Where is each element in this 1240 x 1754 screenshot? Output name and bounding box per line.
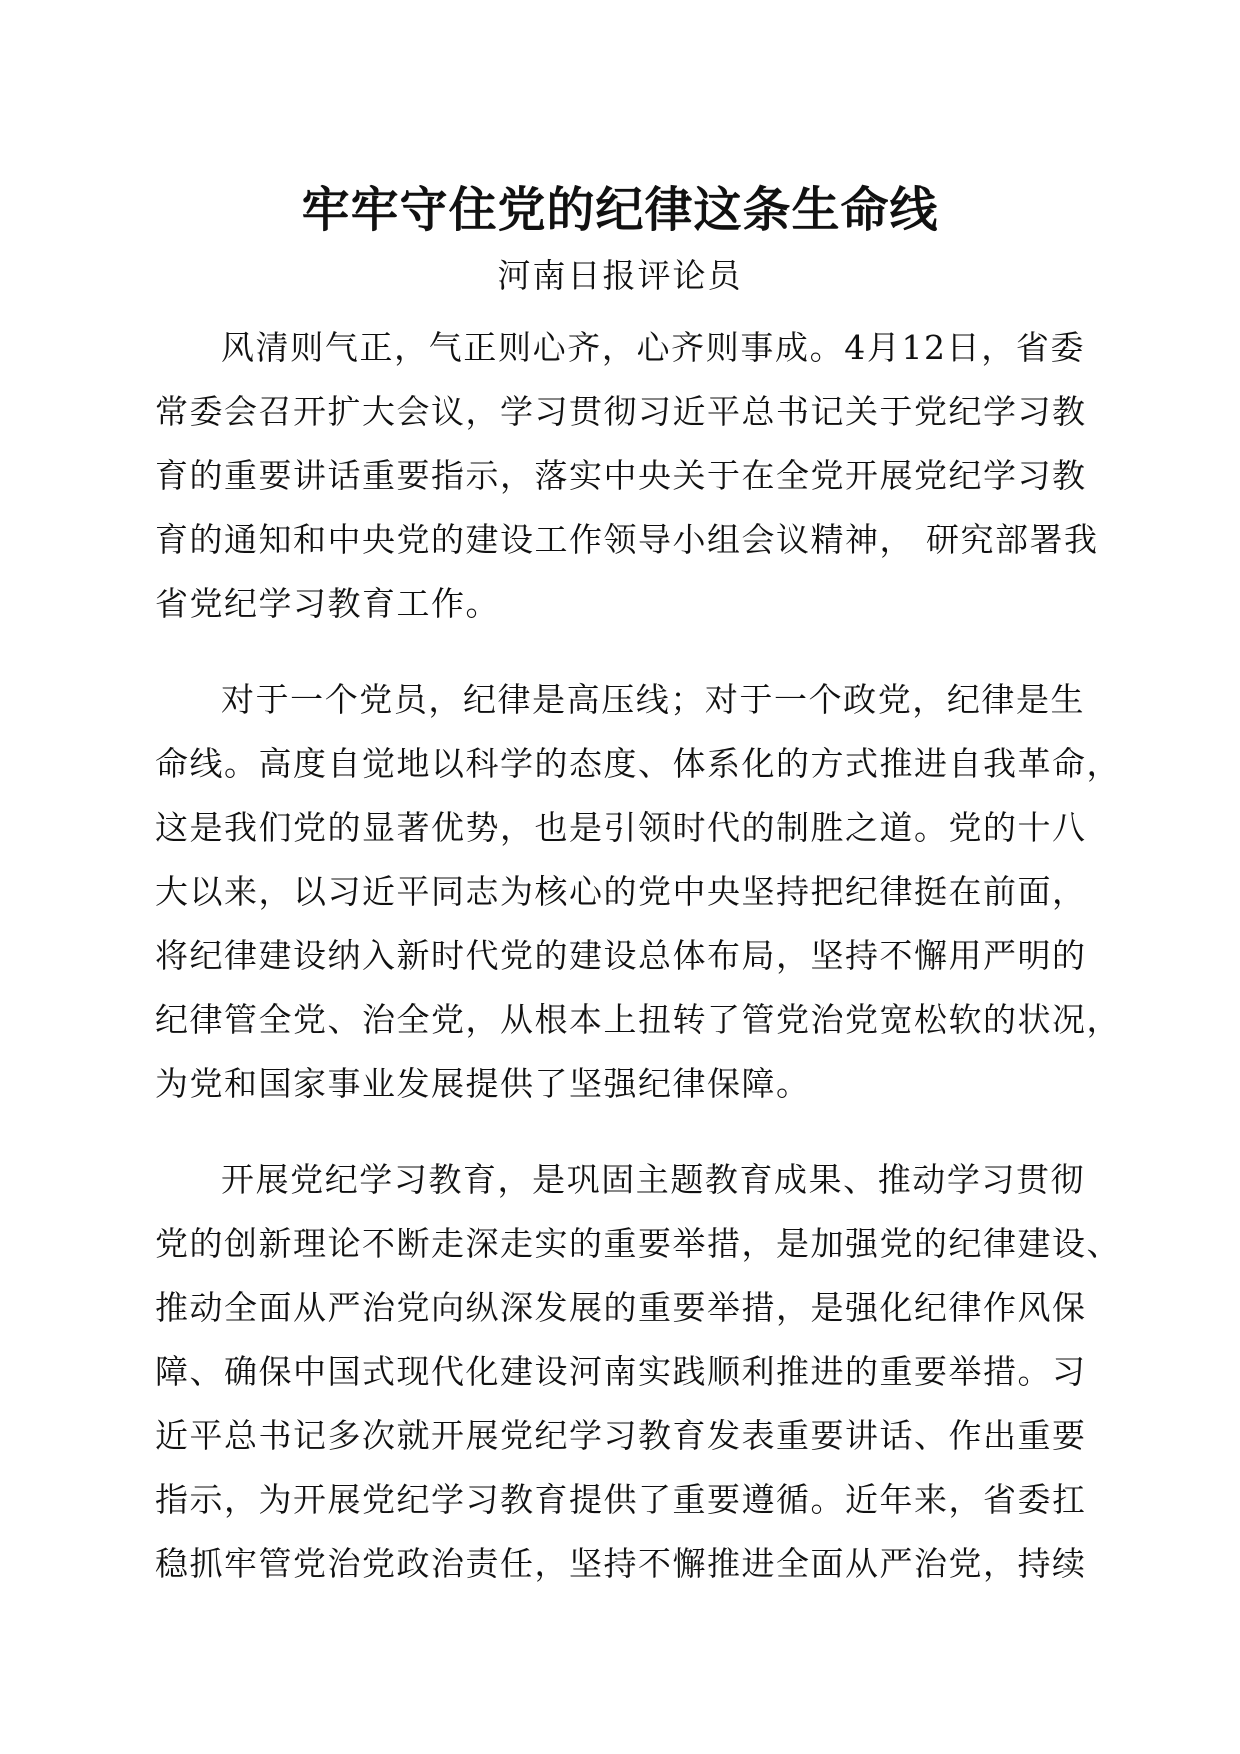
text-line: 省党纪学习教育工作。: [155, 584, 500, 623]
text-line: 指示，为开展党纪学习教育提供了重要遵循。近年来，省委扛: [155, 1480, 1087, 1519]
text-line: 开展党纪学习教育，是巩固主题教育成果、推动学习贯彻: [221, 1160, 1085, 1199]
text-line: 对于一个党员，纪律是高压线；对于一个政党，纪律是生: [221, 680, 1085, 719]
text-line: 这是我们党的显著优势，也是引领时代的制胜之道。党的十八: [155, 808, 1087, 847]
paragraph-2: [155, 668, 1121, 1116]
text-line: 命线。高度自觉地以科学的态度、体系化的方式推进自我革命，: [155, 744, 1121, 783]
text-line: 障、确保中国式现代化建设河南实践顺利推进的重要举措。习: [155, 1352, 1087, 1391]
text-line: 育的重要讲话重要指示，落实中央关于在全党开展党纪学习教: [155, 456, 1087, 495]
paragraph-3: [155, 1148, 1121, 1596]
text-line: 常委会召开扩大会议，学习贯彻习近平总书记关于党纪学习教: [155, 392, 1087, 431]
text-line: 大以来，以习近平同志为核心的党中央坚持把纪律挺在前面，: [155, 872, 1087, 911]
text-line: 风清则气正，气正则心齐，心齐则事成。4月12日，省委: [221, 328, 1085, 367]
text-line: 近平总书记多次就开展党纪学习教育发表重要讲话、作出重要: [155, 1416, 1087, 1455]
article-byline: 河南日报评论员: [497, 256, 743, 295]
text-line: 稳抓牢管党治党政治责任，坚持不懈推进全面从严治党，持续: [155, 1544, 1087, 1583]
text-line: 推动全面从严治党向纵深发展的重要举措，是强化纪律作风保: [155, 1288, 1087, 1327]
text-line: 纪律管全党、治全党，从根本上扭转了管党治党宽松软的状况，: [155, 1000, 1121, 1039]
text-line: 党的创新理论不断走深走实的重要举措，是加强党的纪律建设、: [155, 1224, 1121, 1263]
article-body: [155, 316, 1121, 1628]
paragraph-1: [155, 316, 1099, 636]
text-line: 为党和国家事业发展提供了坚强纪律保障。: [155, 1064, 811, 1103]
text-line: 将纪律建设纳入新时代党的建设总体布局，坚持不懈用严明的: [155, 936, 1087, 975]
text-line: 育的通知和中央党的建设工作领导小组会议精神， 研究部署我: [155, 520, 1099, 559]
article-title: 牢牢守住党的纪律这条生命线: [301, 182, 939, 238]
